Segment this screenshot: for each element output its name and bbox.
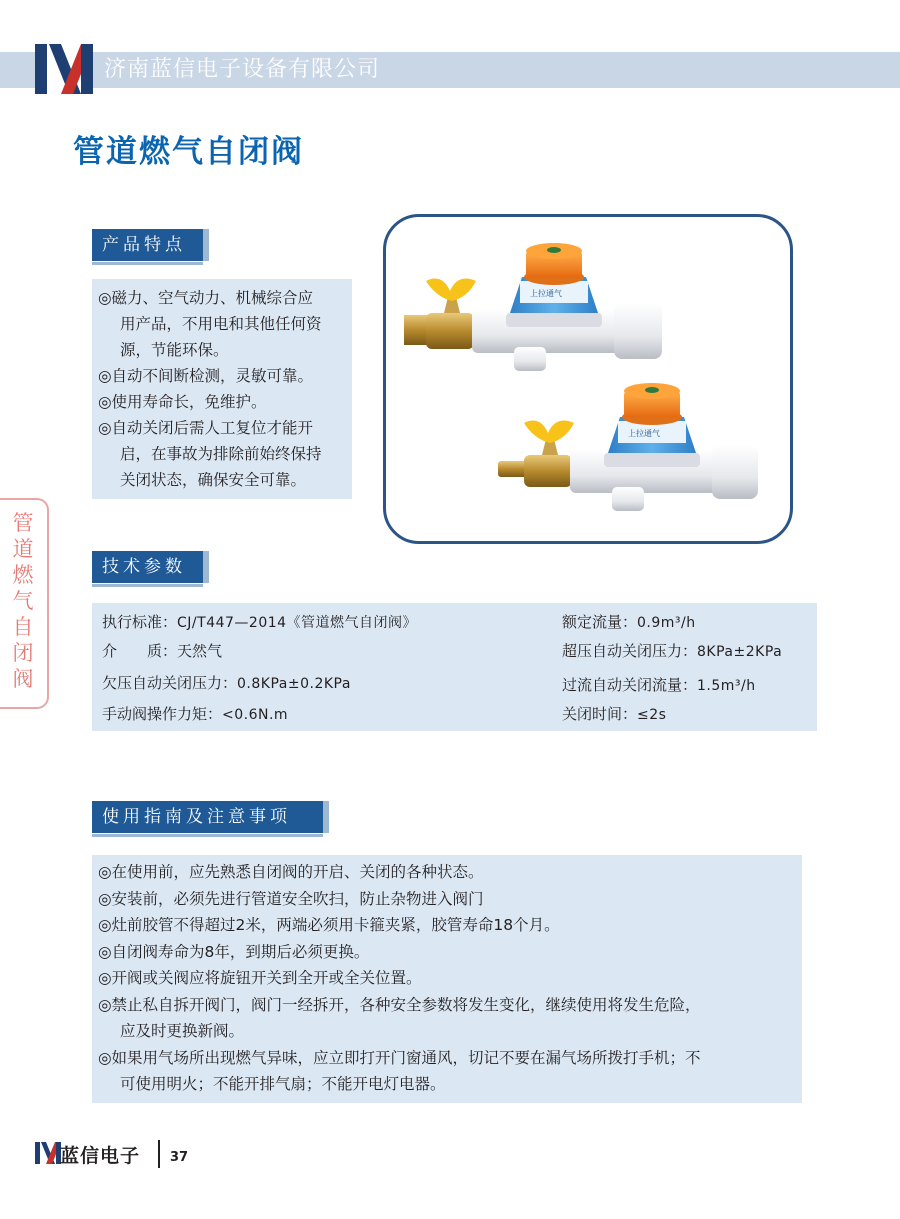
guide-line: ◎开阀或关阀应将旋钮开关到全开或全关位置。: [98, 969, 422, 987]
guide-line: ◎安装前，必须先进行管道安全吹扫，防止杂物进入阀门: [98, 889, 484, 908]
guide-label-text: 使用指南及注意事项: [102, 807, 291, 827]
side-category-tab: [0, 498, 49, 709]
guide-line: ◎在使用前，应先熟悉自闭阀的开启、关闭的各种状态。: [98, 863, 484, 881]
guide-section-label: [92, 801, 329, 833]
features-label-text: 产品特点: [102, 235, 186, 255]
guide-line: 应及时更换新阀。: [120, 1022, 245, 1040]
spec-label: 过流自动关闭流量：: [562, 676, 698, 694]
page-title: 管道燃气自闭阀: [73, 134, 304, 170]
guide-line: 可使用明火；不能开排气扇；不能开电灯电器。: [120, 1075, 446, 1093]
product-photo-valves: [386, 217, 790, 541]
spec-value: CJ/T447—2014《管道燃气自闭阀》: [177, 615, 418, 631]
side-tab-label: 管道燃气自闭阀: [12, 511, 34, 691]
spec-medium: [102, 640, 222, 662]
spec-label: 欠压自动关闭压力：: [102, 674, 238, 692]
valve-1-label: 上拉通气: [530, 289, 562, 298]
product-image-frame: [383, 214, 793, 544]
guide-line: ◎如果用气场所出现燃气异味，应立即打开门窗通风，切记不要在漏气场所拨打手机；不: [98, 1048, 701, 1067]
feature-line: ◎使用寿命长，免维护。: [98, 393, 267, 411]
footer-brand: 蓝信电子: [60, 1145, 141, 1167]
feature-line: 源，节能环保。: [120, 341, 229, 359]
spec-value: 天然气: [177, 642, 223, 660]
specs-section-label: [92, 551, 209, 583]
specs-label-text: 技术参数: [102, 557, 186, 577]
tab-underline: [92, 834, 323, 837]
company-logo-icon: [35, 44, 93, 94]
feature-line: ◎自动关闭后需人工复位才能开: [98, 419, 314, 437]
spec-label: 额定流量：: [562, 613, 638, 631]
tab-underline: [92, 262, 203, 265]
feature-line: 关闭状态，确保安全可靠。: [120, 471, 307, 489]
spec-label: 超压自动关闭压力：: [562, 642, 698, 660]
tab-underline: [92, 584, 203, 587]
spec-label: 手动阀操作力矩：: [102, 705, 223, 723]
spec-standard: [102, 611, 417, 634]
spec-value: <0.6N.m: [222, 707, 289, 723]
spec-rated-flow: [562, 611, 696, 634]
valve-2-label: 上拉通气: [628, 429, 660, 438]
spec-label: 关闭时间：: [562, 705, 638, 723]
spec-value: 0.8KPa±0.2KPa: [237, 676, 351, 692]
feature-line: ◎磁力、空气动力、机械综合应: [98, 289, 314, 307]
spec-value: 1.5m³/h: [697, 678, 756, 694]
spec-torque: [102, 703, 288, 726]
spec-underpressure: [102, 672, 351, 695]
specs-table: [92, 603, 817, 731]
company-name: 济南蓝信电子设备有限公司: [104, 57, 381, 82]
spec-value: 0.9m³/h: [637, 615, 696, 631]
valve-1: [404, 243, 662, 371]
guide-line: ◎灶前胶管不得超过2米，两端必须用卡箍夹紧，胶管寿命18个月。: [98, 916, 560, 934]
feature-line: ◎自动不间断检测，灵敏可靠。: [98, 367, 314, 385]
feature-line: 用产品，不用电和其他任何资: [120, 315, 322, 333]
guide-line: ◎禁止私自拆开阀门，阀门一经拆开，各种安全参数将发生变化，继续使用将发生危险，: [98, 995, 701, 1014]
feature-line: 启，在事故为排除前始终保持: [120, 445, 322, 463]
spec-overpressure: [562, 640, 782, 663]
spec-overflow: [562, 674, 756, 697]
features-section-label: [92, 229, 209, 261]
spec-value: ≤2s: [637, 707, 667, 723]
features-box: [92, 279, 352, 499]
spec-value: 8KPa±2KPa: [697, 644, 783, 660]
spec-label: 执行标准：: [102, 613, 178, 631]
spec-label: 介 质：: [102, 642, 178, 660]
footer-divider: [158, 1140, 160, 1168]
guide-box: [92, 855, 802, 1103]
footer-logo-icon: [35, 1142, 61, 1164]
valve-2: [498, 383, 758, 511]
guide-line: ◎自闭阀寿命为8年，到期后必须更换。: [98, 942, 370, 961]
spec-close-time: [562, 703, 666, 726]
page-number: 37: [170, 1150, 189, 1165]
